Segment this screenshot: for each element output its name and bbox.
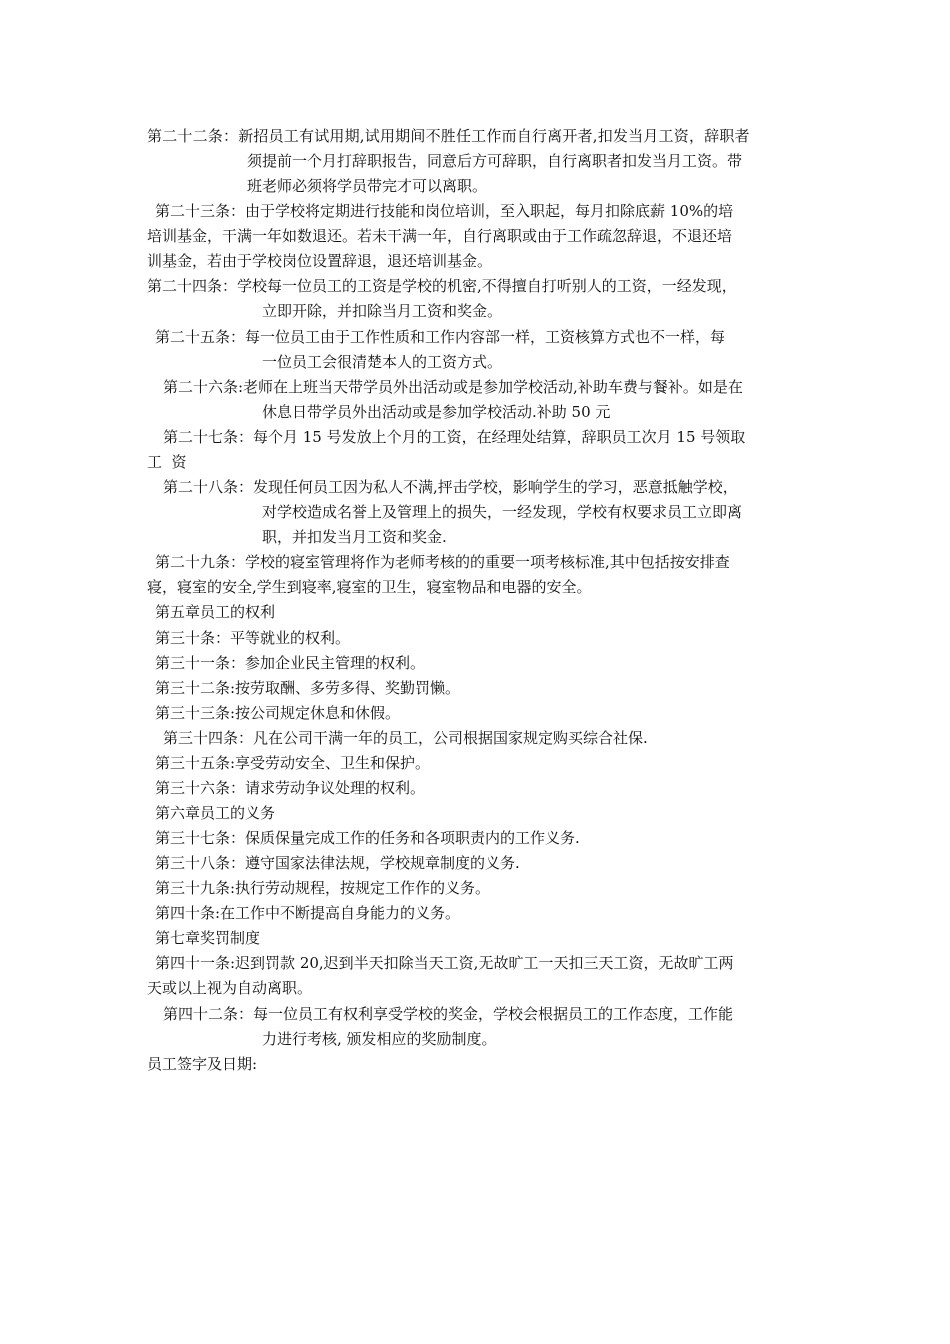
signature-date-label: 员工签字及日期:: [147, 1055, 258, 1073]
text-line: 第二十九条：学校的寝室管理将作为老师考核的的重要一项考核标准,其中包括按安排查: [155, 553, 730, 571]
text-line: 第四十条:在工作中不断提高自身能力的义务。: [155, 904, 461, 922]
text-line: 寝，寝室的安全,学生到寝率,寝室的卫生，寝室物品和电器的安全。: [147, 578, 592, 596]
text-line: 班老师必须将学员带完才可以离职。: [247, 177, 488, 195]
text-line: 第四十二条：每一位员工有权利享受学校的奖金，学校会根据员工的工作态度，工作能: [163, 1005, 734, 1023]
text-line: 第三十五条:享受劳动安全、卫生和保护。: [155, 754, 431, 772]
text-line: 第二十四条：学校每一位员工的工资是学校的机密,不得擅自打听别人的工资，一经发现，: [147, 277, 737, 295]
text-line: 对学校造成名誉上及管理上的损失，一经发现，学校有权要求员工立即离: [262, 503, 743, 521]
text-line: 立即开除，并扣除当月工资和奖金。: [262, 302, 503, 320]
text-line: 第二十六条:老师在上班当天带学员外出活动或是参加学校活动,补助车费与餐补。如是在: [163, 378, 743, 396]
text-line: 第三十九条:执行劳动规程，按规定工作作的义务。: [155, 879, 491, 897]
text-line: 职，并扣发当月工资和奖金.: [262, 528, 447, 546]
text-line: 休息日带学员外出活动或是参加学校活动.补助 50 元: [262, 403, 611, 421]
text-line: 第二十七条：每个月 15 号发放上个月的工资，在经理处结算，辞职员工次月 15 号领取: [163, 428, 746, 446]
text-line: 须提前一个月打辞职报告，同意后方可辞职，自行离职者扣发当月工资。带: [247, 152, 743, 170]
text-line: 训基金，若由于学校岗位设置辞退，退还培训基金。: [147, 252, 493, 270]
section-heading: 第五章员工的权利: [155, 603, 276, 621]
text-line: 第三十六条：请求劳动争议处理的权利。: [155, 779, 426, 797]
text-line: 天或以上视为自动离职。: [147, 979, 313, 997]
text-line: 第二十五条：每一位员工由于工作性质和工作内容部一样，工资核算方式也不一样，每: [155, 328, 726, 346]
text-line: 工 资: [147, 453, 187, 471]
text-line: 培训基金，干满一年如数退还。若未干满一年，自行离职或由于工作疏忽辞退，不退还培: [147, 227, 733, 245]
text-line: 第二十二条：新招员工有试用期,试用期间不胜任工作而自行离开者,扣发当月工资，辞职者: [147, 127, 750, 145]
text-line: 第三十条：平等就业的权利。: [155, 629, 351, 647]
section-heading: 第六章员工的义务: [155, 804, 276, 822]
text-line: 力进行考核, 颁发相应的奖励制度。: [262, 1030, 497, 1048]
text-line: 第三十八条：遵守国家法律法规，学校规章制度的义务.: [155, 854, 520, 872]
text-line: 第二十八条：发现任何员工因为私人不满,抨击学校，影响学生的学习，恶意抵触学校，: [163, 478, 738, 496]
text-line: 第三十七条：保质保量完成工作的任务和各项职责内的工作义务.: [155, 829, 580, 847]
section-heading: 第七章奖罚制度: [155, 929, 261, 947]
text-line: 第三十二条:按劳取酬、多劳多得、奖勤罚懒。: [155, 679, 461, 697]
text-line: 第三十三条:按公司规定休息和休假。: [155, 704, 401, 722]
text-line: 一位员工会很清楚本人的工资方式。: [262, 353, 503, 371]
text-line: 第四十一条:迟到罚款 20,迟到半天扣除当天工资,无故旷工一天扣三天工资，无故旷工两: [155, 954, 734, 972]
text-line: 第三十四条：凡在公司干满一年的员工，公司根据国家规定购买综合社保.: [163, 729, 648, 747]
text-line: 第二十三条：由于学校将定期进行技能和岗位培训，至入职起，每月扣除底薪 10%的培: [155, 202, 734, 220]
text-line: 第三十一条：参加企业民主管理的权利。: [155, 654, 426, 672]
